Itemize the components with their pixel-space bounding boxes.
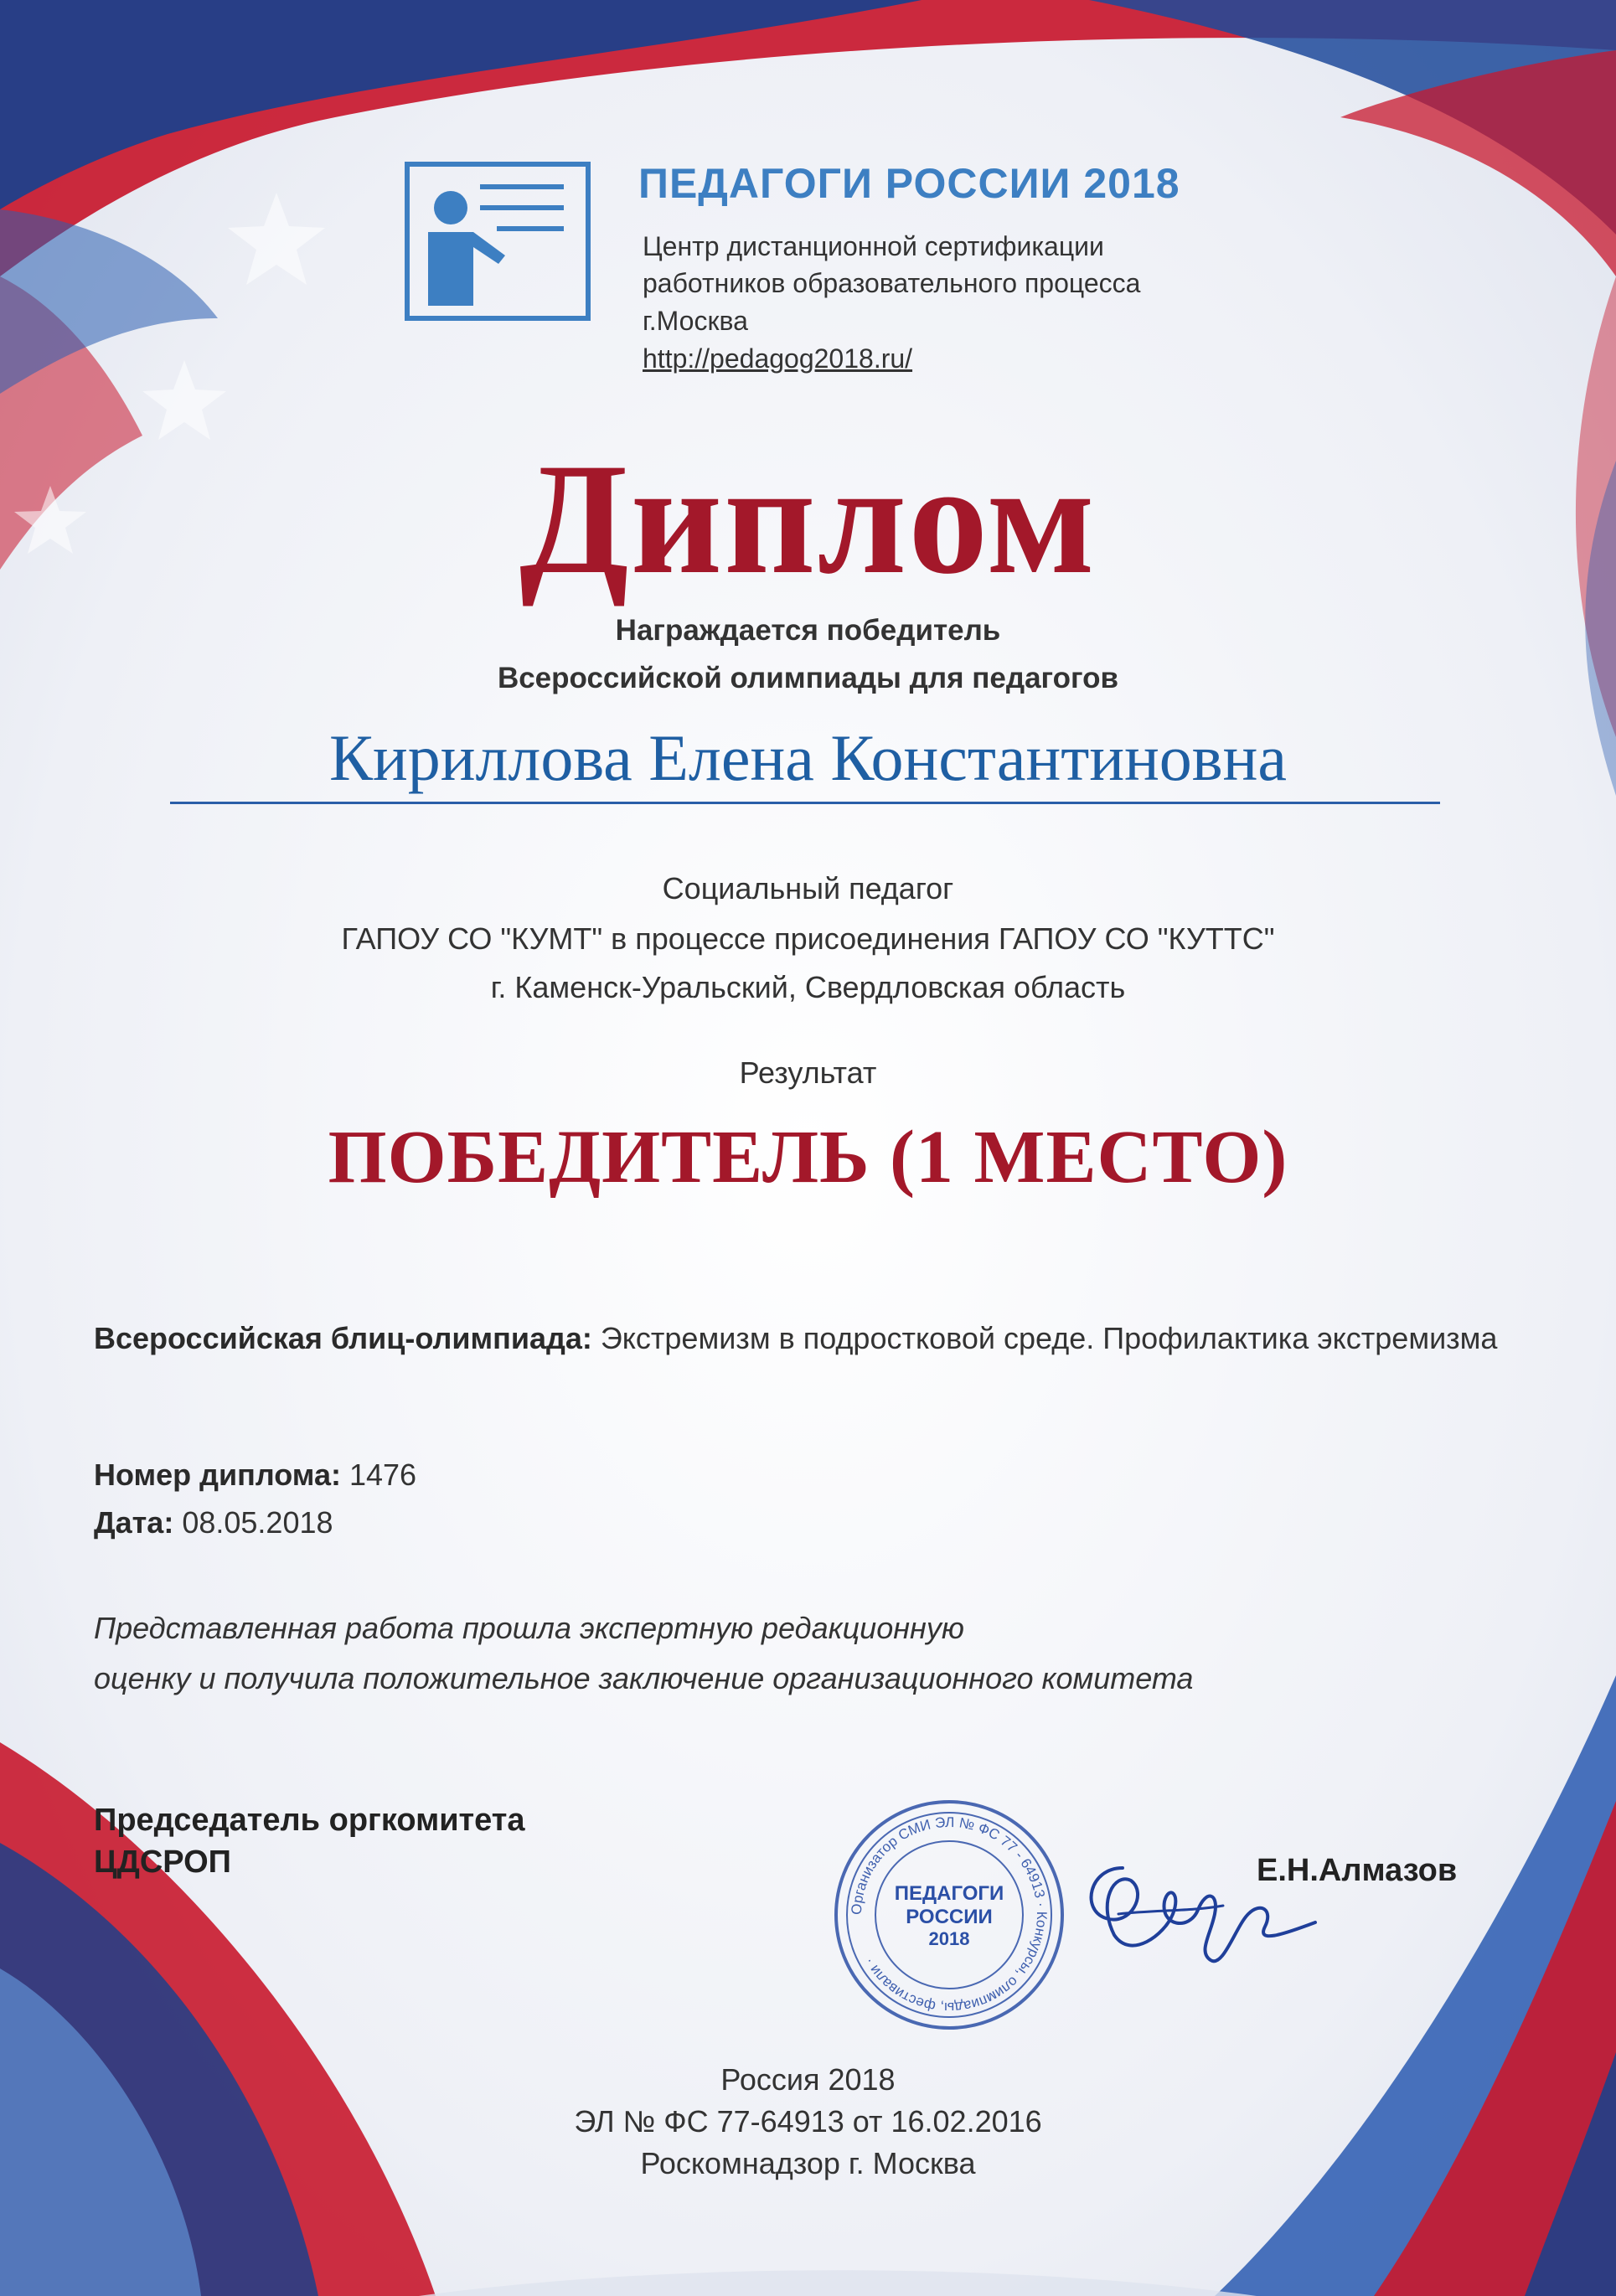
chair-title xyxy=(94,1799,525,1883)
org-title: ПЕДАГОГИ РОССИИ 2018 xyxy=(638,160,1180,207)
org-website-link[interactable]: http://pedagog2018.ru/ xyxy=(643,343,913,374)
stamp-text: РОССИИ xyxy=(906,1906,993,1928)
location: г. Каменск-Уральский, Свердловская область xyxy=(490,970,1126,1004)
diploma-title: Диплом xyxy=(519,431,1097,607)
olympiad-topic: Экстремизм в подростковой среде. Профилактика экстремизма xyxy=(600,1321,1498,1355)
footer-line: Роскомнадзор г. Москва xyxy=(640,2146,976,2180)
org-line: работников образовательного процесса xyxy=(643,268,1141,298)
olympiad-label: Всероссийская блиц-олимпиада: xyxy=(94,1321,592,1355)
footer-line: Россия 2018 xyxy=(720,2062,896,2097)
position: Социальный педагог xyxy=(662,871,954,906)
footer-line: ЭЛ № ФС 77-64913 от 16.02.2016 xyxy=(574,2104,1042,2139)
org-line: Центр дистанционной сертификации xyxy=(643,231,1104,261)
signer-name: Е.Н.Алмазов xyxy=(1257,1853,1458,1888)
stamp-text: ПЕДАГОГИ xyxy=(894,1882,1004,1905)
diploma-date-label: Дата: xyxy=(94,1505,174,1540)
chair-line: ЦДСРОП xyxy=(94,1845,231,1880)
diploma-number xyxy=(94,1453,1535,1497)
olympiad-detail xyxy=(94,1317,1535,1360)
diploma-date xyxy=(94,1501,1535,1545)
awarded-line: Награждается победитель xyxy=(615,614,1001,647)
org-line: г.Москва xyxy=(643,306,748,336)
recipient-underline xyxy=(170,802,1440,804)
diploma-number-label: Номер диплома: xyxy=(94,1458,341,1492)
result-label: Результат xyxy=(739,1055,877,1090)
recipient-name: Кириллова Елена Константиновна xyxy=(329,721,1287,794)
teacher-board-icon xyxy=(405,162,591,321)
organization: ГАПОУ СО "КУМТ" в процессе присоединения ГАПОУ СО "КУТТС" xyxy=(341,921,1275,956)
official-stamp xyxy=(832,1798,1066,2032)
diploma-date-value: 08.05.2018 xyxy=(182,1505,333,1540)
stamp-ring-text: Организатор СМИ ЭЛ № ФС 77 - 64913 · Конкурсы, олимпиады, фестивали · xyxy=(848,1814,1051,2016)
olympiad-line: Всероссийской олимпиады для педагогов xyxy=(497,662,1119,694)
stamp-text: 2018 xyxy=(928,1928,970,1949)
chair-line: Председатель оргкомитета xyxy=(94,1803,525,1838)
note-line: Представленная работа прошла экспертную редакционную xyxy=(94,1611,964,1645)
note-line: оценку и получила положительное заключение организационного комитета xyxy=(94,1661,1194,1695)
diploma-number-value: 1476 xyxy=(348,1458,417,1492)
result-value: ПОБЕДИТЕЛЬ (1 МЕСТО) xyxy=(328,1116,1288,1199)
